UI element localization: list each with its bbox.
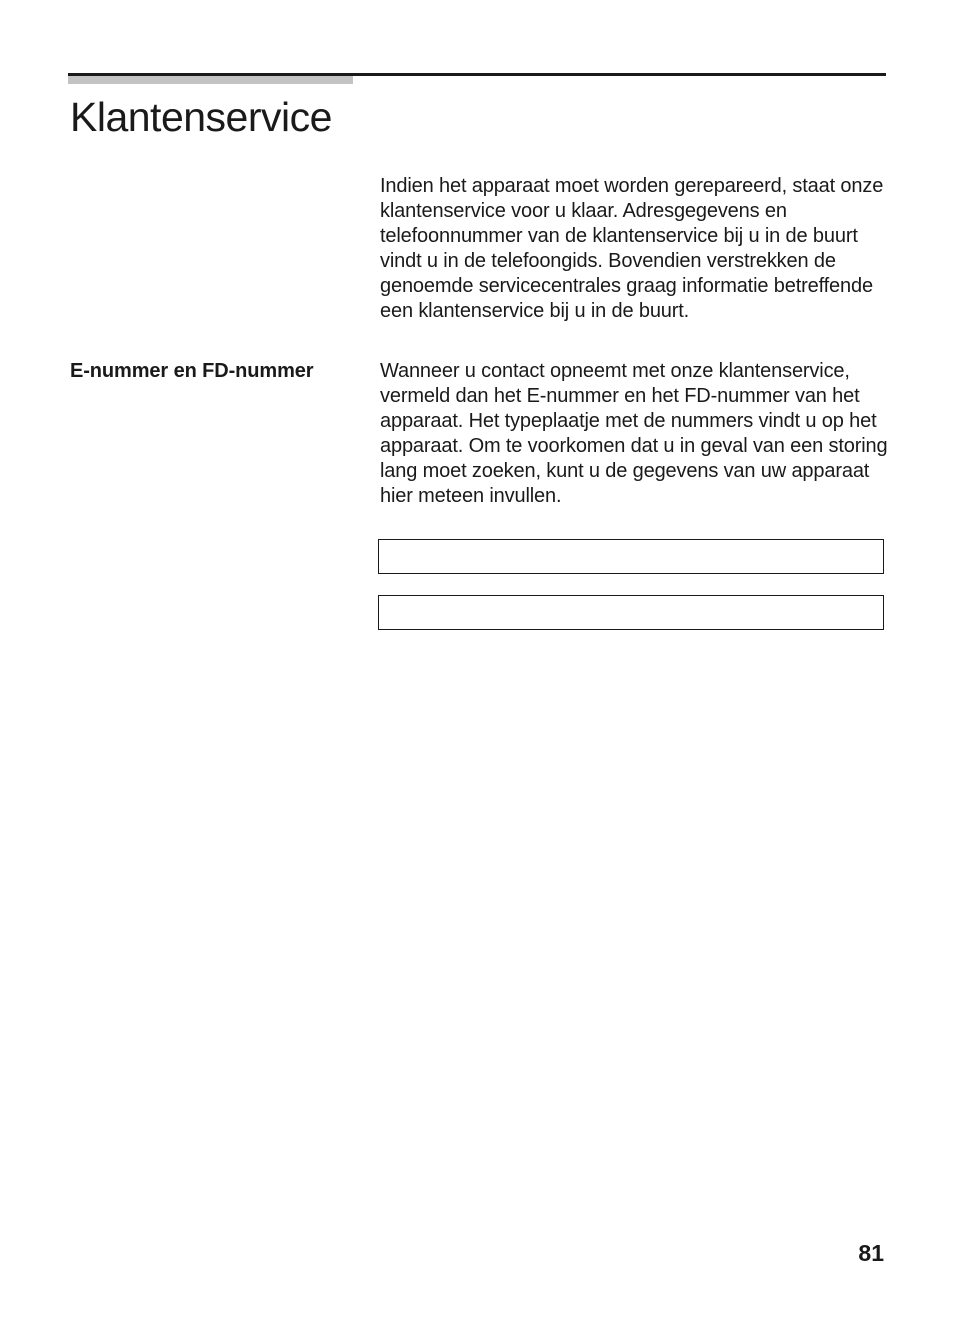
enumber-heading: E-nummer en FD-nummer [70, 360, 314, 382]
page-title: Klantenservice [70, 94, 332, 140]
page-number: 81 [858, 1240, 884, 1266]
header-rule [68, 73, 886, 76]
fd-number-entry-box [378, 595, 884, 630]
e-number-entry-box [378, 539, 884, 574]
header-accent-bar [68, 76, 353, 84]
enumber-paragraph: Wanneer u contact opneemt met onze klantenservice, vermeld dan het E-nummer en het FD-nummer van het apparaat. Het typeplaatje met de nummers vindt u op het apparaat. Om te voorkomen dat u in geval van een storing lang moet zoeken, kunt u de gegevens van uw apparaat hier meteen invullen. [380, 360, 888, 507]
intro-paragraph: Indien het apparaat moet worden gerepareerd, staat onze klantenservice voor u klaar. Adresgegevens en telefoonnummer van de klantenservice bij u in de buurt vindt u in de telefoongids. Bovendien verstrekken de genoemde servicecentrales graag informatie betreffende een klantenservice bij u in de buurt. [380, 175, 884, 322]
